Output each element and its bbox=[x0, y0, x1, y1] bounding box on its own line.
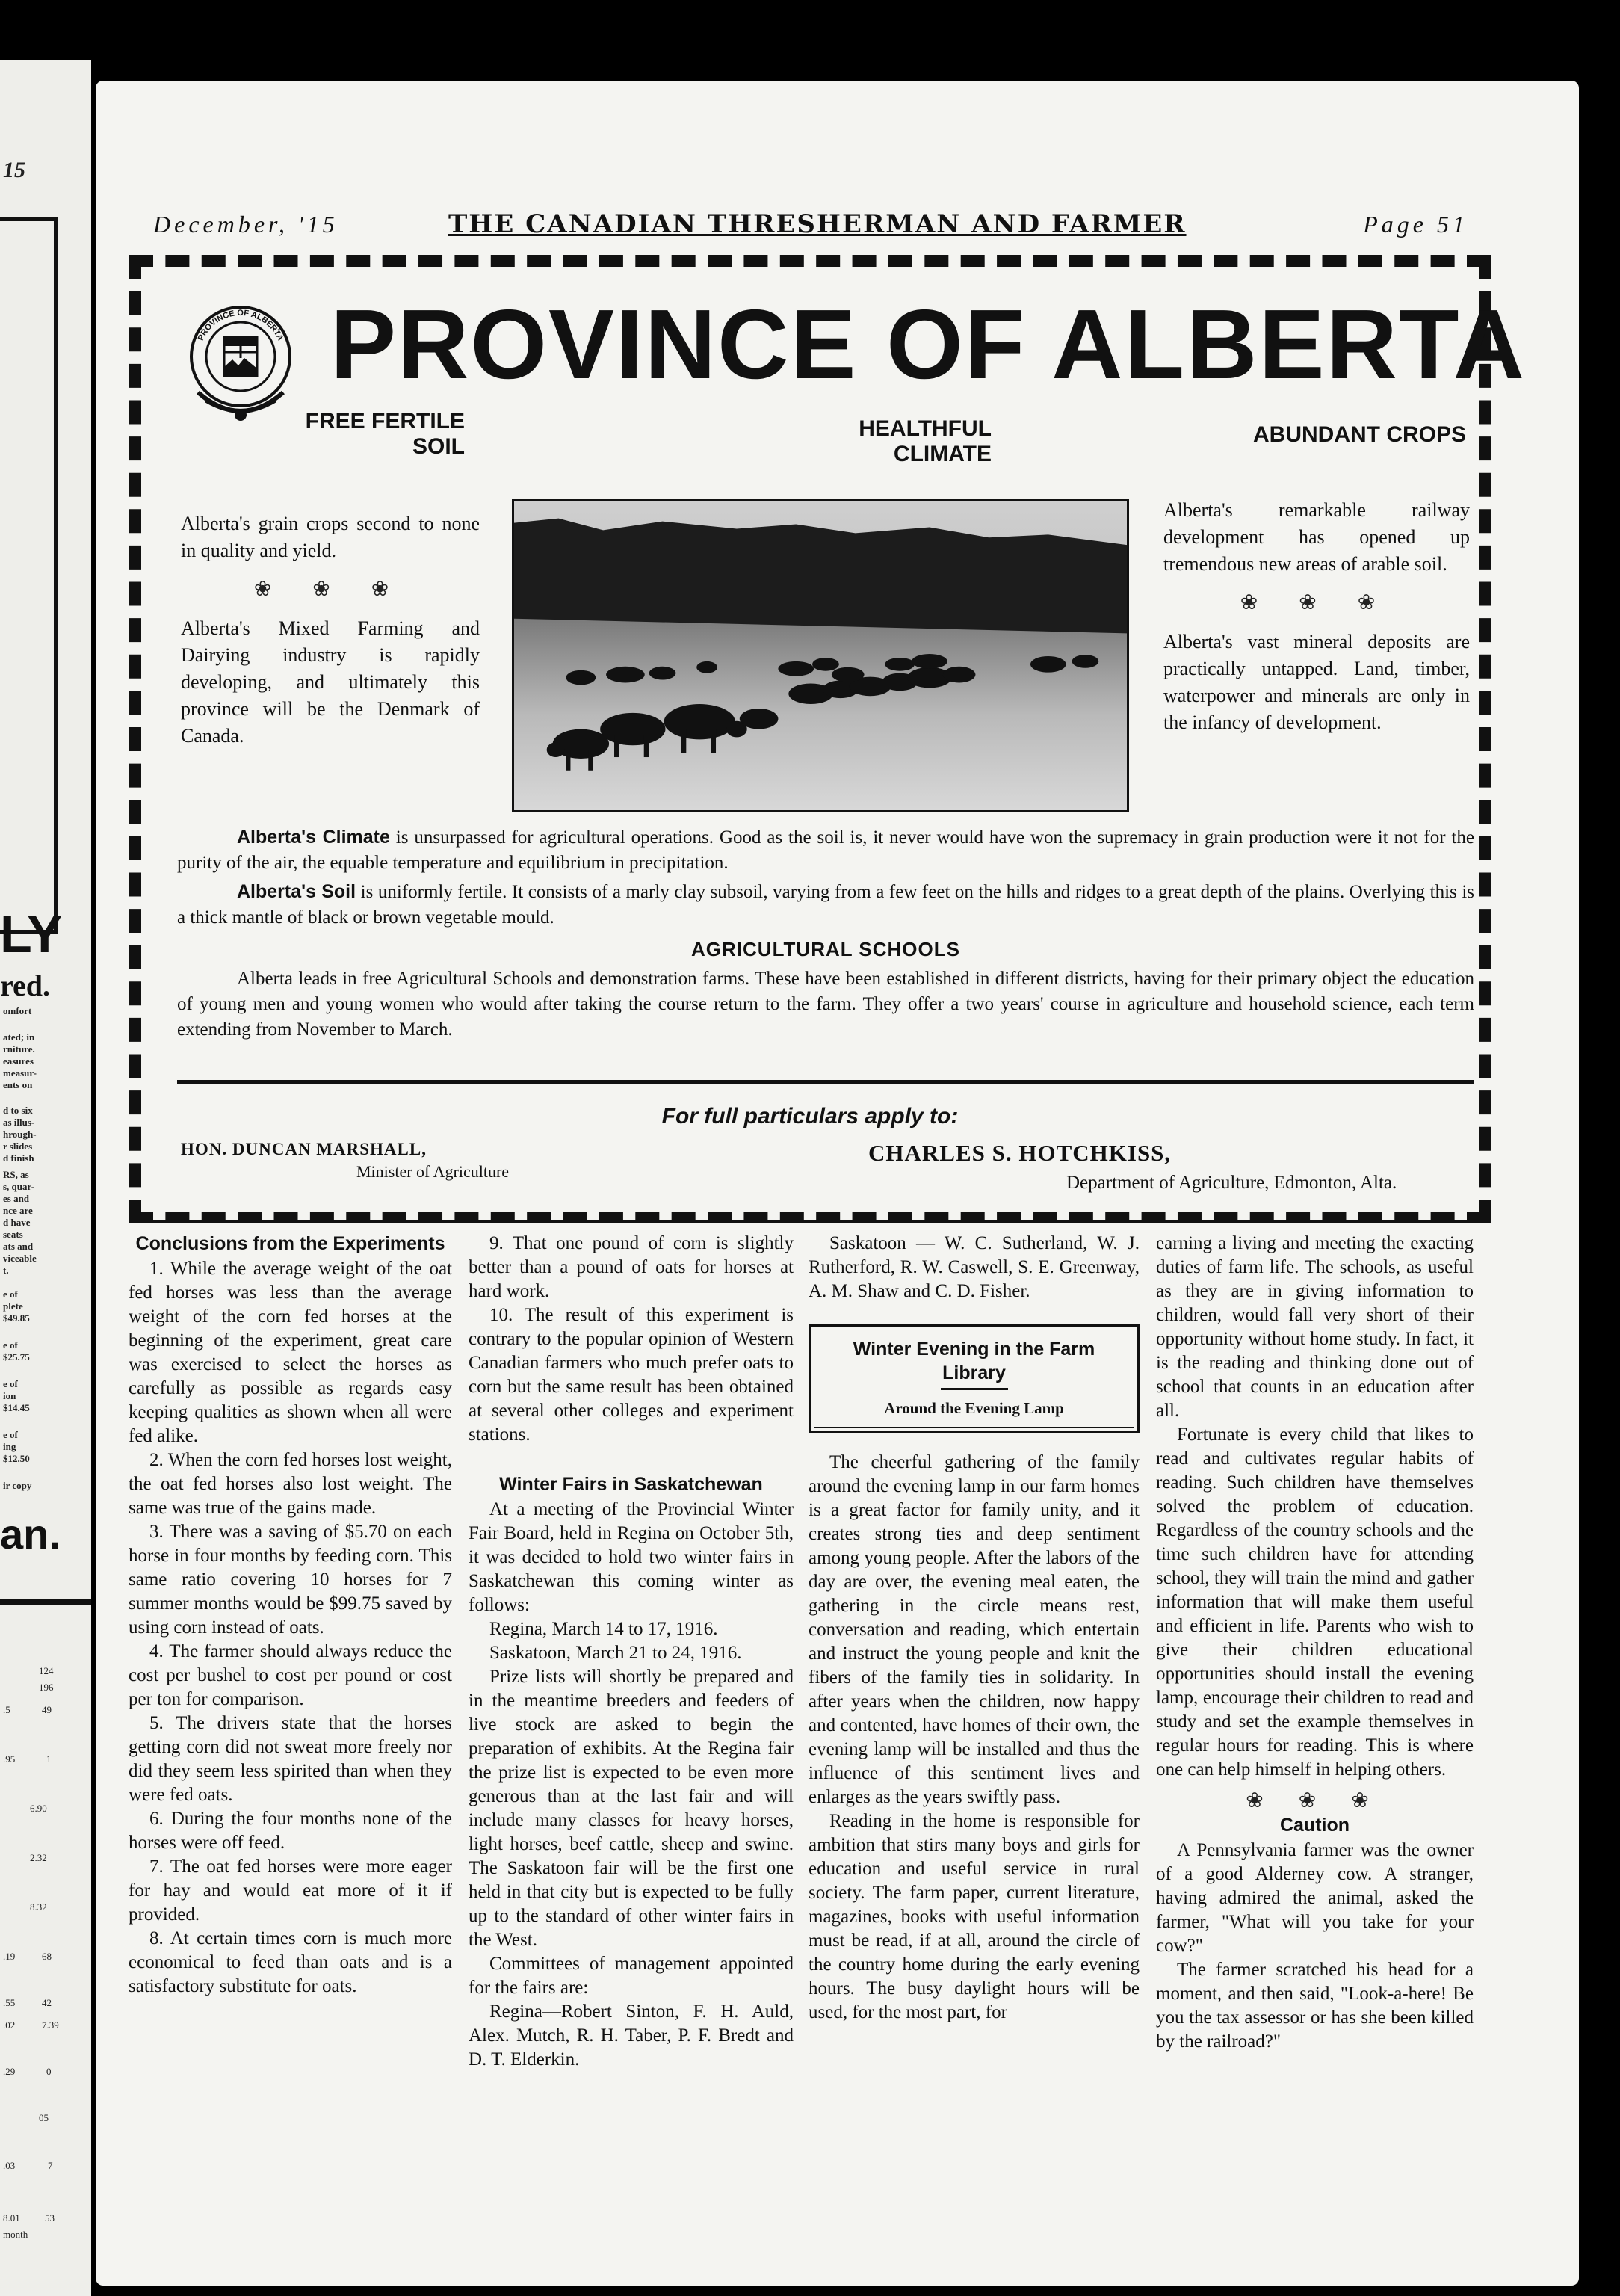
regina-committee: Regina—Robert Sinton, F. H. Auld, Alex. Mutch, R. H. Taber, P. F. Bredt and D. T. Elderkin. bbox=[469, 2002, 794, 2070]
farm-library-title-box bbox=[809, 1324, 1140, 1433]
agricultural-schools-text: Alberta leads in free Agricultural Schools and demonstration farms. These have been established in different districts, having for their primary object the education of young men and young women who would after taking the course return to the farm. They offer a two years' course in agriculture and household science, each term extending from November to March. bbox=[177, 969, 1474, 1040]
strip-fragment: rniture. bbox=[3, 1043, 35, 1055]
strip-fragment: 68 bbox=[42, 1951, 52, 1962]
farm-library-heading: Winter Evening in the Farm Library bbox=[853, 1339, 1095, 1383]
article-columns bbox=[129, 1232, 1474, 2203]
strip-fragment: 05 bbox=[39, 2112, 49, 2123]
strip-fragment: .19 bbox=[3, 1951, 16, 1962]
contact-name: CHARLES S. HOTCHKISS, bbox=[868, 1140, 1172, 1166]
list-item: 6. During the four months none of the horses were off feed. bbox=[129, 1809, 452, 1853]
strip-fragment: 196 bbox=[39, 1682, 54, 1693]
tagline-soil: FREE FERTILE SOIL bbox=[305, 409, 465, 459]
saskatoon-dates: Saskatoon, March 21 to 24, 1916. bbox=[489, 1643, 742, 1663]
section-rule bbox=[129, 1220, 1474, 1223]
committees-paragraph: Committees of management appointed for the fairs are: bbox=[469, 1954, 794, 1998]
strip-fragment: an. bbox=[0, 1510, 61, 1558]
climate-paragraph bbox=[177, 824, 1474, 876]
farm-life-paragraph: earning a living and meeting the exacting duties of farm life. The schools, as useful as they are in giving information to children, would fall very short of their opportunity without home study. In fact, it is the reading and thinking done out of school that counts in an education after all. bbox=[1156, 1233, 1474, 1421]
publication-title: THE CANADIAN THRESHERMAN AND FARMER bbox=[448, 209, 1187, 239]
strip-fragment: RS, as bbox=[3, 1169, 29, 1180]
list-item: 3. There was a saving of $5.70 on each horse in four months by feeding corn. This same ratio covering 10 horses for 7 summer months would be $99.75 saved by using corn instead of oats. bbox=[129, 1522, 452, 1638]
strip-fragment: 0 bbox=[46, 2066, 52, 2077]
strip-fragment: ats and bbox=[3, 1241, 34, 1252]
alderney-cow-paragraph: A Pennsylvania farmer was the owner of a good Alderney cow. A stranger, having admired the animal, asked the farmer, "What will you take for your cow?" bbox=[1156, 1840, 1474, 1956]
climate-text: is unsurpassed for agricultural operations. Good as the soil is, it never would have won the supremacy in grain production were it not for the purity of the air, the equable temperature and equilibrium in precipitation. bbox=[177, 827, 1475, 873]
strip-fragment: $49.85 bbox=[3, 1312, 30, 1324]
strip-fragment: measur- bbox=[3, 1067, 37, 1078]
strip-fragment: ir copy bbox=[3, 1480, 32, 1491]
article-column-2 bbox=[469, 1232, 794, 2072]
strip-fragment: viceable bbox=[3, 1253, 37, 1264]
soil-text: is uniformly fertile. It consists of a marly clay subsoil, varying from a few feet on the hills and ridges to a great depth of the plains. Overlying this is a thick mantle of black or brown vegetable mould. bbox=[177, 882, 1475, 928]
strip-fragment: 124 bbox=[39, 1665, 54, 1676]
strip-fragment: hrough- bbox=[3, 1129, 37, 1140]
strip-fragment: 8.32 bbox=[30, 1901, 47, 1913]
strip-fragment: e of bbox=[3, 1378, 18, 1389]
mineral-deposits-text: Alberta's vast mineral deposits are practically untapped. Land, timber, waterpower and minerals are only in the infancy of development. bbox=[1163, 631, 1470, 733]
list-item: 10. The result of this experiment is contrary to the popular opinion of Western Canadian farmers who much prefer oats to corn but the same result has been obtained at several other colleges and experiment stations. bbox=[469, 1305, 794, 1445]
strip-fragment: ion bbox=[3, 1390, 16, 1401]
winter-fairs-paragraph: At a meeting of the Provincial Winter Fair Board, held in Regina on October 5th, it was decided to hold two winter fairs in Saskatchewan this coming winter as follows: bbox=[469, 1499, 794, 1615]
farm-library-subheading: Around the Evening Lamp bbox=[884, 1399, 1064, 1417]
conclusions-list bbox=[129, 1257, 452, 1999]
list-item: 2. When the corn fed horses lost weight, the oat fed horses also lost weight. The same was true of the gains made. bbox=[129, 1450, 452, 1518]
prize-lists-paragraph: Prize lists will shortly be prepared and in the meantime breeders and feeders of live stock are asked to begin the preparation of exhibits. At the Regina fair the prize list is expected to be even more generous than at the last fair and will include many classes for heavy horses, light horses, beef cattle, sheep and swine. The Saskatoon fair will be the first one held in that city but is expected to be fully up to the standard of other winter fairs in the West. bbox=[469, 1667, 794, 1950]
ad-left-column bbox=[181, 510, 480, 762]
strip-fragment: es and bbox=[3, 1193, 30, 1204]
alberta-seal-icon bbox=[183, 303, 298, 427]
saskatoon-committee: Saskatoon — W. C. Sutherland, W. J. Rutherford, R. W. Caswell, S. E. Greenway, A. M. Shaw and C. D. Fisher. bbox=[809, 1233, 1140, 1301]
article-column-3 bbox=[809, 1232, 1140, 2025]
strip-fragment: d finish bbox=[3, 1152, 34, 1164]
strip-fragment: 8.01 bbox=[3, 2212, 20, 2224]
strip-fragment: e of bbox=[3, 1339, 18, 1351]
strip-fragment: 49 bbox=[42, 1704, 52, 1715]
fleuron-ornament-icon: ❀ ❀ ❀ bbox=[253, 578, 407, 601]
cattle-grazing-photo bbox=[512, 499, 1129, 812]
strip-fragment: 53 bbox=[45, 2212, 55, 2224]
strip-fragment: plete bbox=[3, 1300, 23, 1312]
strip-fragment: .95 bbox=[3, 1753, 16, 1765]
ad-body-text bbox=[177, 824, 1474, 1046]
strip-fragment: $12.50 bbox=[3, 1453, 30, 1464]
strip-fragment: 2.32 bbox=[30, 1852, 47, 1863]
article-column-1 bbox=[129, 1232, 452, 1999]
reading-paragraph: Reading in the home is responsible for ambition that stirs many boys and girls for education and useful service in rural society. The farm paper, current literature, magazines, books with useful information must be read, if at all, around the circle of the country home during the early evening hours. The busy daylight hours will be used, for the most part, for bbox=[809, 1811, 1140, 2022]
strip-fragment: seats bbox=[3, 1229, 23, 1240]
strip-fragment: omfort bbox=[3, 1005, 32, 1016]
strip-fragment: r slides bbox=[3, 1141, 33, 1152]
strip-fragment: 6.90 bbox=[30, 1803, 47, 1814]
list-item: 1. While the average weight of the oat fed horses was less than the average weight of the corn fed horses at the beginning of the experiment, great care was exercised to select the horses as carefully as possible as regards easy keeping qualities as shown when all were fed alike. bbox=[129, 1259, 452, 1446]
strip-fragment: e of bbox=[3, 1289, 18, 1300]
ad-right-column bbox=[1163, 497, 1470, 748]
strip-fragment: .29 bbox=[3, 2066, 16, 2077]
tagline-climate: HEALTHFUL CLIMATE bbox=[859, 416, 992, 466]
strip-fragment: .03 bbox=[3, 2160, 16, 2171]
strip-fragment: red. bbox=[0, 969, 51, 1002]
tax-assessor-paragraph: The farmer scratched his head for a moment, and then said, "Look-a-here! Be you the tax assessor or has she been killed by the railroad?" bbox=[1156, 1960, 1474, 2052]
seal-text: PROVINCE OF ALBERTA bbox=[196, 308, 285, 342]
strip-fragment: t. bbox=[3, 1265, 9, 1276]
conclusions-heading: Conclusions from the Experiments bbox=[135, 1233, 445, 1254]
list-item: 5. The drivers state that the horses getting corn did not sweat more freely nor did they seem less spirited than when they were fed oats. bbox=[129, 1713, 452, 1805]
list-item: 8. At certain times corn is much more economical to feed than oats and is a satisfactory substitute for oats. bbox=[129, 1928, 452, 1996]
strip-ad-box bbox=[0, 217, 58, 934]
list-item: 9. That one pound of corn is slightly better than a pound of oats for horses at hard work. bbox=[469, 1233, 794, 1301]
soil-paragraph bbox=[177, 879, 1474, 931]
ad-divider bbox=[177, 1080, 1474, 1084]
strip-fragment: .55 bbox=[3, 1997, 16, 2008]
strip-fragment: $14.45 bbox=[3, 1402, 30, 1413]
fleuron-ornament-icon: ❀ ❀ ❀ bbox=[1246, 1789, 1384, 1812]
tagline-crops: ABUNDANT CROPS bbox=[1253, 422, 1466, 447]
evening-lamp-paragraph: The cheerful gathering of the family around the evening lamp in our farm homes is a great factor for family unity, and it creates strong ties and deep sentiment among young people. After the labors of the day are over, the evening meal eaten, the gathering in the circle means rest, conversation and reading, which entertain and instruct the young people and knit the fibers of the family ties in solidarity. In after years when the children, now happy and contented, have homes of their own, the evening lamp will be installed and thus the influence of this sentiment lives and enlarges as the years swiftly pass. bbox=[809, 1452, 1140, 1807]
running-header bbox=[153, 211, 1468, 241]
winter-fairs-heading: Winter Fairs in Saskatchewan bbox=[499, 1474, 763, 1495]
soil-lead: Alberta's Soil bbox=[237, 881, 356, 902]
list-item: 7. The oat fed horses were more eager for hay and would eat more of it if provided. bbox=[129, 1857, 452, 1925]
strip-fragment: 7 bbox=[48, 2160, 53, 2171]
strip-fragment: d have bbox=[3, 1217, 31, 1228]
strip-fragment: 42 bbox=[42, 1997, 52, 2008]
strip-fragment: ing bbox=[3, 1441, 16, 1452]
list-item: 4. The farmer should always reduce the cost per bushel to cost per pound or cost per ton for comparison. bbox=[129, 1641, 452, 1709]
strip-fragment: easures bbox=[3, 1055, 34, 1067]
caution-heading: Caution bbox=[1279, 1815, 1350, 1836]
strip-fragment: 7.39 bbox=[42, 2019, 59, 2031]
strip-fragment: as illus- bbox=[3, 1117, 35, 1128]
contact-title: Department of Agriculture, Edmonton, Alta. bbox=[1066, 1173, 1397, 1193]
issue-date: December, '15 bbox=[153, 211, 338, 238]
conclusions-list-continued bbox=[469, 1232, 794, 1447]
strip-rule bbox=[0, 1599, 91, 1605]
strip-fragment: $25.75 bbox=[3, 1351, 30, 1363]
railway-text: Alberta's remarkable railway development has opened up tremendous new areas of arable soil. bbox=[1163, 499, 1470, 575]
fortunate-child-paragraph: Fortunate is every child that likes to read and cultivates regular habits of reading. Such children have themselves solved the problem of education. Regardless of the country schools and the time such children have for attending school, they will train the mind and gather information that will make them useful and efficient in life. Parents who wish to give their children educational opportunities should install the evening lamp, encourage their children to read and study and set the example themselves in regular hours for reading. This is where one can help himself in helping others. bbox=[1156, 1425, 1474, 1780]
article-column-4 bbox=[1156, 1232, 1474, 2054]
minister-title: Minister of Agriculture bbox=[356, 1162, 510, 1181]
agricultural-schools-heading: AGRICULTURAL SCHOOLS bbox=[691, 938, 960, 960]
regina-dates: Regina, March 14 to 17, 1916. bbox=[489, 1619, 718, 1639]
strip-fragment: ents on bbox=[3, 1079, 33, 1090]
strip-fragment: d to six bbox=[3, 1105, 33, 1116]
strip-fragment: 1 bbox=[46, 1753, 52, 1765]
strip-fragment: .5 bbox=[3, 1704, 10, 1715]
adjacent-page-strip bbox=[0, 60, 91, 2296]
ad-headline: PROVINCE OF ALBERTA bbox=[330, 289, 1527, 399]
strip-fragment: s, quar- bbox=[3, 1181, 35, 1192]
strip-fragment: .02 bbox=[3, 2019, 16, 2031]
strip-fragment: ated; in bbox=[3, 1031, 35, 1043]
minister-name: HON. DUNCAN MARSHALL, bbox=[181, 1140, 427, 1158]
strip-fragment: 15 bbox=[3, 158, 25, 182]
alberta-advertisement bbox=[129, 255, 1527, 1223]
apply-line: For full particulars apply to: bbox=[661, 1104, 959, 1129]
strip-fragment: nce are bbox=[3, 1205, 33, 1216]
page-number: Page 51 bbox=[1363, 211, 1468, 238]
strip-fragment: LY bbox=[0, 905, 63, 963]
fleuron-ornament-icon: ❀ ❀ ❀ bbox=[1240, 591, 1394, 614]
mixed-farming-text: Alberta's Mixed Farming and Dairying industry is rapidly developing, and ultimately this province will be the Denmark of Canada. bbox=[181, 617, 480, 747]
title-rule bbox=[941, 1388, 1008, 1390]
strip-fragment: month bbox=[3, 2229, 28, 2240]
strip-fragment: e of bbox=[3, 1429, 18, 1440]
climate-lead: Alberta's Climate bbox=[237, 827, 390, 848]
grain-crops-text: Alberta's grain crops second to none in quality and yield. bbox=[181, 513, 480, 561]
